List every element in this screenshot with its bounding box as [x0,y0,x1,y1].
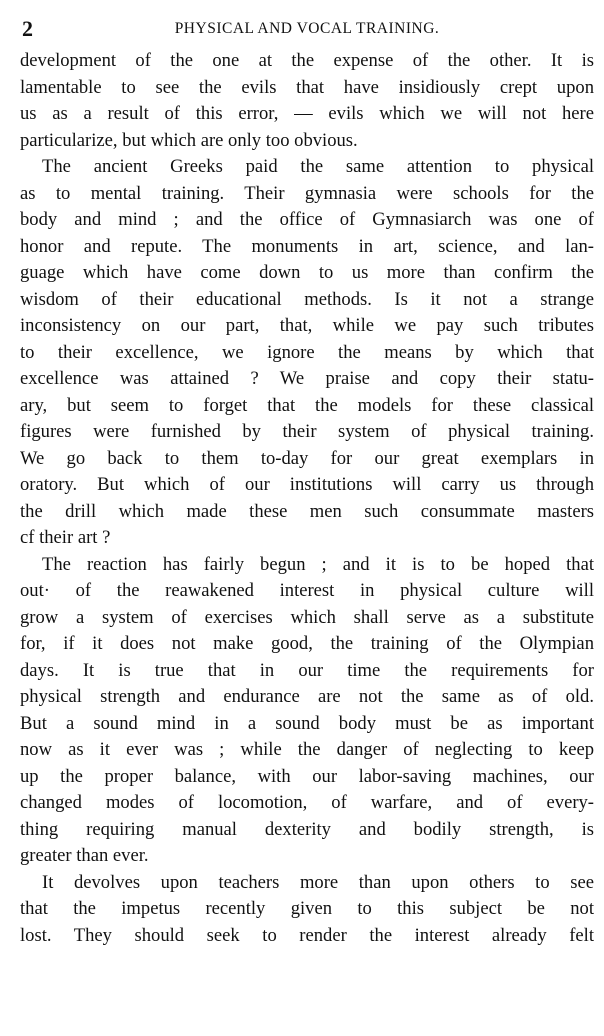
text-line: oratory. But which of our institutions will carry us through [20,474,594,495]
text-line: excellence was attained ? We praise and copy their statu- [20,368,594,389]
text-line: wisdom of their educational methods. Is it not a strange [20,288,594,310]
text-line: the drill which made these men such consummate masters [20,500,594,522]
text-line: figures were furnished by their system of physical training. [20,421,594,442]
text-line: The reaction has fairly begun ; and it is to be hoped that [42,553,594,575]
running-title: PHYSICAL AND VOCAL TRAINING. [174,20,440,37]
page-number: 2 [22,16,33,41]
book-page [20,14,594,949]
text-line: guage which have come down to us more than confirm the [20,262,594,283]
body-text [20,48,594,949]
text-line: out· of the reawakened interest in physical culture will [20,580,594,601]
text-line: honor and repute. The monuments in art, science, and lan- [20,235,594,257]
text-line: body and mind ; and the office of Gymnasiarch was one of [20,209,594,230]
text-line: lost. They should seek to render the interest already felt [20,924,594,946]
text-line: development of the one at the expense of the other. It is [20,50,594,71]
text-line: We go back to them to-day for our great exemplars in [20,447,594,469]
text-line: changed modes of locomotion, of warfare, and of every- [20,792,594,813]
text-line: The ancient Greeks paid the same attention to physical [42,156,594,177]
text-line: But a sound mind in a sound body must be as important [20,712,594,734]
text-line: that the impetus recently given to this subject be not [20,898,594,919]
text-line: to their excellence, we ignore the means by which that [20,341,594,363]
text-line: cf their art ? [20,527,111,548]
text-line: grow a system of exercises which shall serve as a substitute [20,606,594,628]
text-line: us as a result of this error, — evils which we will not here [20,103,594,124]
text-line: days. It is true that in our time the requirements for [20,659,594,681]
text-line: now as it ever was ; while the danger of neglecting to keep [20,739,594,760]
page-header [20,14,594,48]
text-line: ary, but seem to forget that the models for these classical [20,394,594,416]
text-line: inconsistency on our part, that, while we pay such tributes [20,315,594,336]
text-line: for, if it does not make good, the training of the Olympian [20,633,594,654]
text-line: up the proper balance, with our labor-saving machines, our [20,765,594,787]
text-line: as to mental training. Their gymnasia were schools for the [20,182,594,204]
text-line: physical strength and endurance are not the same as of old. [20,686,594,707]
text-line: lamentable to see the evils that have insidiously crept upon [20,76,594,98]
text-line: greater than ever. [20,845,149,866]
text-line: particularize, but which are only too obvious. [20,129,358,151]
text-line: thing requiring manual dexterity and bodily strength, is [20,818,594,840]
text-line: It devolves upon teachers more than upon others to see [42,871,594,893]
